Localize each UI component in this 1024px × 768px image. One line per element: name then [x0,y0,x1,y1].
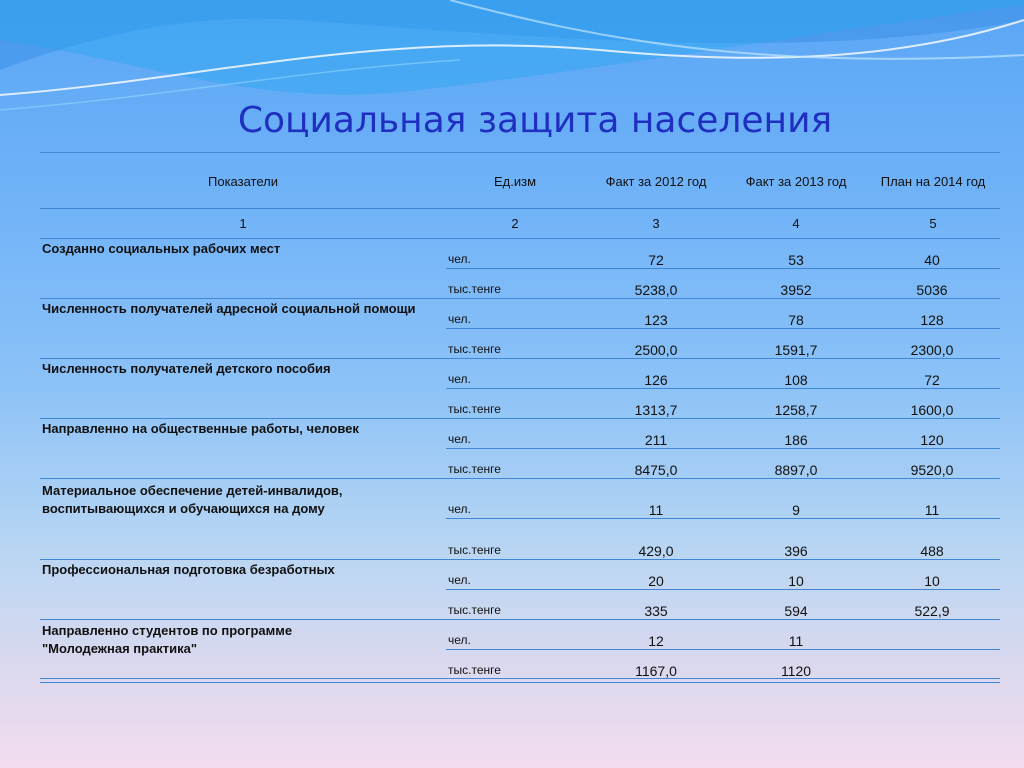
value-2012: 20 [648,573,664,589]
col-number-1: 1 [239,216,247,231]
value-2012: 1167,0 [635,663,677,679]
value-2013: 10 [788,573,804,589]
row-label: Направленно студентов по программе "Молодежная практика" [42,623,293,656]
value-2014: 120 [920,432,944,448]
value-2014: 128 [920,312,944,328]
unit-cell: чел. [448,573,471,587]
value-2013: 3952 [780,282,812,298]
header-2014: План на 2014 год [880,174,986,189]
unit-cell: тыс.тенге [448,663,501,677]
unit-cell: тыс.тенге [448,603,501,617]
value-2012: 335 [644,603,668,619]
value-2012: 2500,0 [634,342,678,358]
row-label: Профессиональная подготовка безработных [42,562,335,577]
value-2012: 8475,0 [634,462,678,478]
unit-cell: чел. [448,502,471,516]
value-2014: 9520,0 [910,462,954,478]
row-label: Направленно на общественные работы, человек [42,421,359,436]
value-2013: 108 [784,372,808,388]
value-2014: 2300,0 [910,342,954,358]
value-2013: 8897,0 [774,462,818,478]
col-number-4: 4 [792,216,800,231]
value-2012: 123 [644,312,668,328]
unit-cell: тыс.тенге [448,402,501,416]
row-label: Материальное обеспечение детей-инвалидов, воспитывающихся и обучающихся на дому [42,483,343,516]
header-2013: Факт за 2013 год [745,174,847,189]
unit-cell: тыс.тенге [448,342,501,356]
unit-cell: чел. [448,432,471,446]
row-label: Численность получателей адресной социальной помощи [42,301,416,316]
value-2013: 594 [784,603,808,619]
value-2012: 72 [648,252,664,268]
value-2014: 11 [924,502,940,518]
value-2012: 429,0 [638,543,674,559]
header-indicators: Показатели [208,174,278,189]
unit-cell: чел. [448,252,471,266]
value-2012: 5238,0 [634,282,678,298]
value-2012: 126 [644,372,668,388]
value-2013: 186 [784,432,808,448]
value-2012: 211 [644,432,668,448]
value-2013: 53 [788,252,804,268]
header-2012: Факт за 2012 год [605,174,707,189]
value-2014: 40 [924,252,940,268]
page-title: Социальная защита населения [237,100,833,141]
value-2013: 78 [788,312,804,328]
col-number-5: 5 [929,216,937,231]
unit-cell: чел. [448,312,471,326]
value-2014: 488 [920,543,944,559]
col-number-2: 2 [511,216,519,231]
value-2013: 11 [788,633,804,649]
value-2014: 10 [924,573,940,589]
unit-cell: тыс.тенге [448,543,501,557]
row-label: Численность получателей детского пособия [42,361,331,376]
value-2013: 9 [792,502,800,518]
unit-cell: чел. [448,372,471,386]
row-label: Созданно социальных рабочих мест [42,241,281,256]
value-2013: 1591,7 [774,342,818,358]
value-2013: 396 [784,543,808,559]
value-2013: 1258,7 [774,402,818,418]
unit-cell: тыс.тенге [448,462,501,476]
value-2014: 522,9 [914,603,950,619]
value-2012: 12 [648,633,664,649]
unit-cell: чел. [448,633,471,647]
value-2012: 1313,7 [634,402,678,418]
value-2014: 72 [924,372,940,388]
value-2014: 5036 [916,282,948,298]
value-2012: 11 [648,502,664,518]
col-number-3: 3 [652,216,660,231]
value-2013: 1120 [780,663,812,679]
value-2014: 1600,0 [910,402,954,418]
header-unit: Ед.изм [493,174,537,189]
unit-cell: тыс.тенге [448,282,501,296]
